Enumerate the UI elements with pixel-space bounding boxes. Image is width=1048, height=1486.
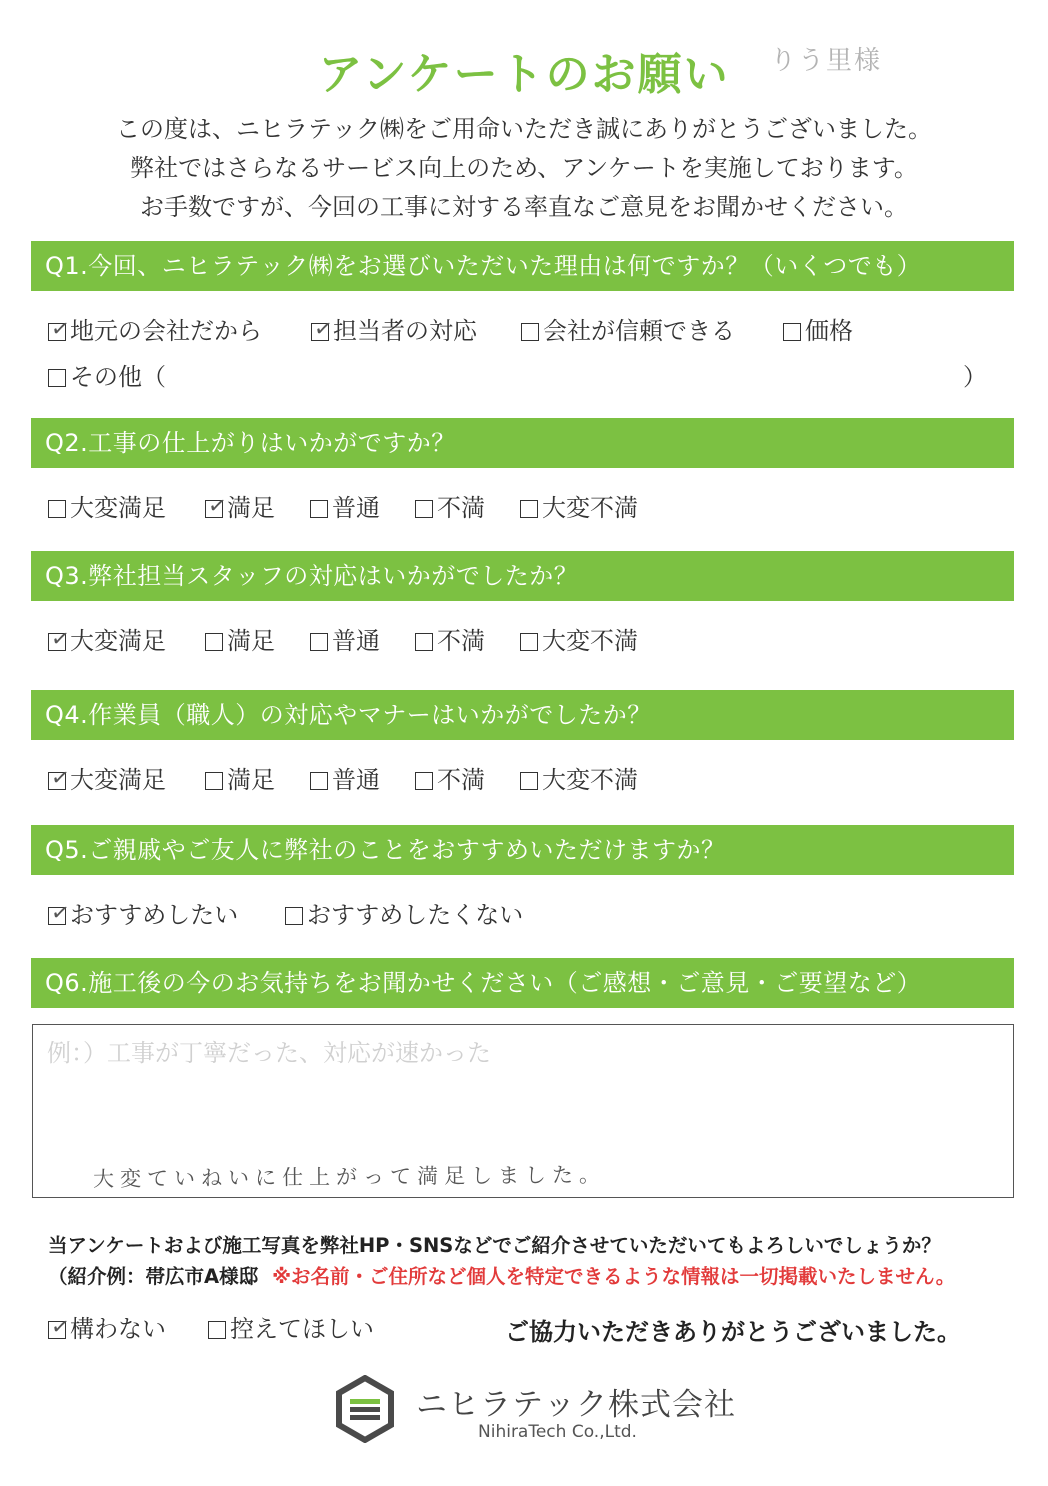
q1-option-price[interactable]: 価格 bbox=[783, 313, 853, 349]
q3-option-satisfied[interactable]: 満足 bbox=[205, 623, 275, 659]
q1-option-other[interactable]: その他（ bbox=[48, 359, 166, 395]
q2-option-satisfied[interactable]: ✓ 満足 bbox=[205, 490, 275, 526]
check-mark-icon: ✓ bbox=[49, 315, 72, 344]
q4-option-dissatisfied[interactable]: 不満 bbox=[415, 762, 485, 798]
q3-option-dissatisfied[interactable]: 不満 bbox=[415, 623, 485, 659]
check-mark-icon: ✓ bbox=[312, 315, 335, 344]
q3-option-very-dissatisfied[interactable]: 大変不満 bbox=[520, 623, 638, 659]
checkbox[interactable] bbox=[310, 633, 328, 651]
consent-example-line bbox=[48, 1261, 955, 1289]
check-mark-icon: ✓ bbox=[49, 899, 72, 928]
q3-option-neutral[interactable]: 普通 bbox=[310, 623, 380, 659]
q2-option-very-dissatisfied[interactable]: 大変不満 bbox=[520, 490, 638, 526]
q5-option-not-recommend[interactable]: おすすめしたくない bbox=[285, 897, 523, 933]
question-5-options bbox=[48, 897, 748, 933]
checkbox[interactable] bbox=[48, 1313, 72, 1342]
checkbox[interactable] bbox=[310, 772, 328, 790]
q1-option-local-company[interactable]: ✓ 地元の会社だから bbox=[48, 313, 262, 349]
checkbox[interactable] bbox=[415, 500, 433, 518]
handwritten-customer-name: りう里様 bbox=[770, 46, 883, 76]
check-mark-icon: ✓ bbox=[49, 764, 72, 793]
checkbox[interactable] bbox=[521, 323, 539, 341]
comment-placeholder: 例：）工事が丁寧だった、対応が速かった bbox=[47, 1039, 491, 1067]
checkbox[interactable] bbox=[48, 369, 66, 387]
comment-textarea[interactable] bbox=[32, 1024, 1014, 1198]
q1-option-trustworthy[interactable]: 会社が信頼できる bbox=[521, 313, 735, 349]
consent-option-decline[interactable]: 控えてほしい bbox=[208, 1311, 374, 1347]
q4-option-neutral[interactable]: 普通 bbox=[310, 762, 380, 798]
checkbox[interactable] bbox=[205, 492, 229, 521]
thank-you-message: ご協力いただきありがとうございました。 bbox=[505, 1318, 961, 1346]
consent-example: （紹介例：帯広市A様邸 bbox=[48, 1265, 259, 1288]
consent-options bbox=[48, 1311, 468, 1347]
q2-option-dissatisfied[interactable]: 不満 bbox=[415, 490, 485, 526]
q2-option-very-satisfied[interactable]: 大変満足 bbox=[48, 490, 166, 526]
page-title: アンケートのお願い bbox=[318, 49, 730, 100]
q5-option-recommend[interactable]: ✓ おすすめしたい bbox=[48, 897, 238, 933]
company-name-jp: ニヒラテック株式会社 bbox=[416, 1387, 736, 1423]
q4-option-very-satisfied[interactable]: ✓ 大変満足 bbox=[48, 762, 166, 798]
comment-handwritten-answer: 大変ていねいに仕上がって満足しました。 bbox=[92, 1162, 607, 1192]
question-5-header: Q5.ご親戚やご友人に弊社のことをおすすめいただけますか？ bbox=[31, 825, 1014, 875]
checkbox[interactable] bbox=[520, 772, 538, 790]
checkbox[interactable] bbox=[415, 772, 433, 790]
checkbox[interactable] bbox=[205, 633, 223, 651]
checkbox[interactable] bbox=[285, 907, 303, 925]
intro-line-1: この度は、ニヒラテック㈱をご用命いただき誠にありがとうございました。 bbox=[116, 115, 932, 143]
checkbox[interactable] bbox=[48, 500, 66, 518]
check-mark-icon: ✓ bbox=[49, 1313, 72, 1342]
question-4-options bbox=[48, 762, 748, 798]
question-2-header: Q2.工事の仕上がりはいかがですか？ bbox=[31, 418, 1014, 468]
checkbox[interactable] bbox=[520, 500, 538, 518]
company-logo-icon bbox=[335, 1375, 395, 1443]
question-3-header: Q3.弊社担当スタッフの対応はいかがでしたか？ bbox=[31, 551, 1014, 601]
checkbox[interactable] bbox=[48, 899, 72, 928]
question-6-header: Q6.施工後の今のお気持ちをお聞かせください（ご感想・ご意見・ご要望など） bbox=[31, 958, 1014, 1008]
question-3-options bbox=[48, 623, 748, 659]
checkbox[interactable] bbox=[205, 772, 223, 790]
intro-line-2: 弊社ではさらなるサービス向上のため、アンケートを実施しております。 bbox=[130, 154, 918, 182]
checkbox[interactable] bbox=[415, 633, 433, 651]
checkbox[interactable] bbox=[520, 633, 538, 651]
checkbox[interactable] bbox=[311, 315, 335, 344]
checkbox[interactable] bbox=[310, 500, 328, 518]
q3-option-very-satisfied[interactable]: ✓ 大変満足 bbox=[48, 623, 166, 659]
checkbox[interactable] bbox=[783, 323, 801, 341]
checkbox[interactable] bbox=[48, 764, 72, 793]
question-1-header: Q1.今回、ニヒラテック㈱をお選びいただいた理由は何ですか？（いくつでも） bbox=[31, 241, 1014, 291]
q4-option-satisfied[interactable]: 満足 bbox=[205, 762, 275, 798]
q1-option-staff-response[interactable]: ✓ 担当者の対応 bbox=[311, 313, 477, 349]
q2-option-neutral[interactable]: 普通 bbox=[310, 490, 380, 526]
intro-line-3: お手数ですが、今回の工事に対する率直なご意見をお聞かせください。 bbox=[140, 193, 908, 221]
question-4-header: Q4.作業員（職人）の対応やマナーはいかがでしたか？ bbox=[31, 690, 1014, 740]
question-2-options bbox=[48, 490, 748, 526]
intro-text bbox=[0, 110, 1048, 227]
checkbox[interactable] bbox=[48, 625, 72, 654]
q1-other-close-paren: ） bbox=[963, 363, 987, 391]
check-mark-icon: ✓ bbox=[206, 492, 229, 521]
consent-privacy-note: ※お名前・ご住所など個人を特定できるような情報は一切掲載いたしません。 bbox=[272, 1265, 956, 1288]
company-name-en: NihiraTech Co.,Ltd. bbox=[478, 1422, 637, 1442]
question-1-other-row bbox=[48, 359, 1008, 395]
checkbox[interactable] bbox=[208, 1321, 226, 1339]
q4-option-very-dissatisfied[interactable]: 大変不満 bbox=[520, 762, 638, 798]
check-mark-icon: ✓ bbox=[49, 625, 72, 654]
consent-option-allow[interactable]: ✓ 構わない bbox=[48, 1311, 166, 1347]
question-1-options bbox=[48, 313, 1008, 349]
consent-question: 当アンケートおよび施工写真を弊社HP・SNSなどでご紹介させていただいてもよろしいでしょうか？ bbox=[48, 1234, 941, 1257]
checkbox[interactable] bbox=[48, 315, 72, 344]
